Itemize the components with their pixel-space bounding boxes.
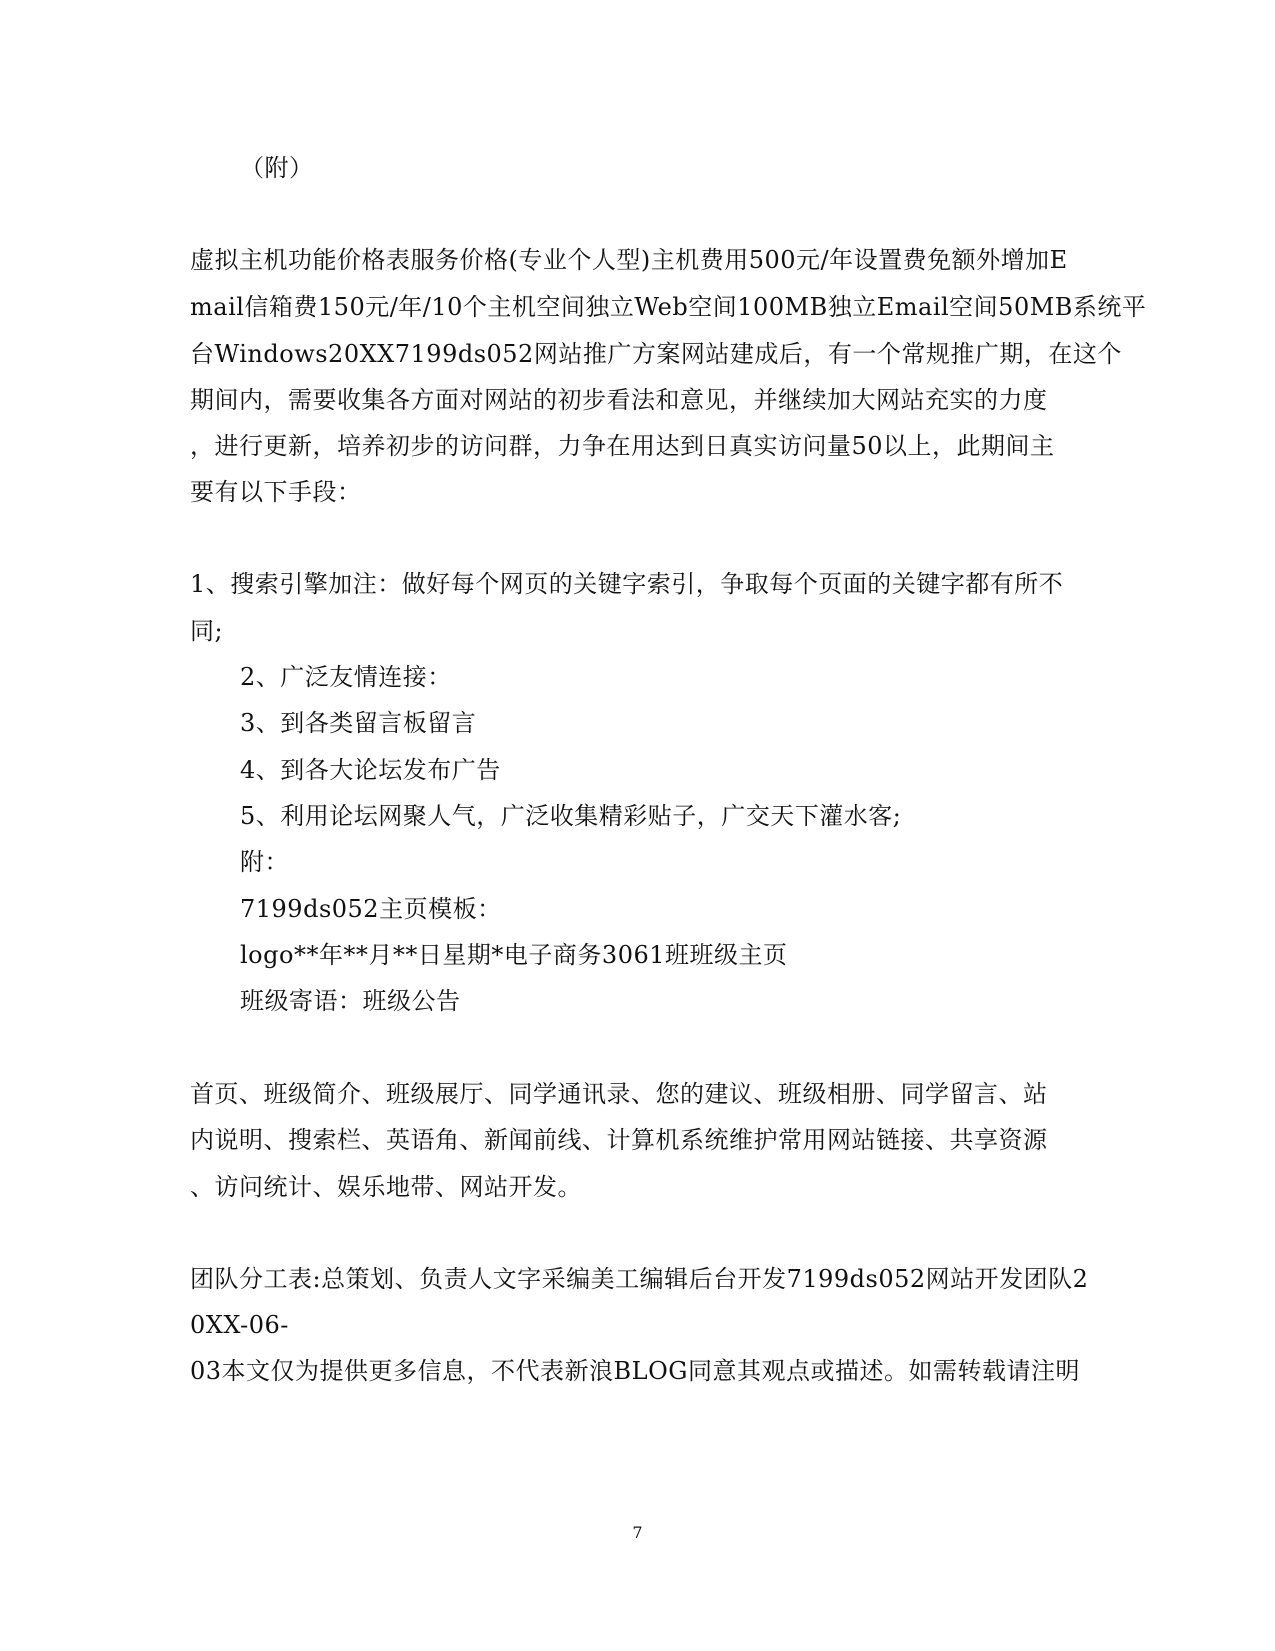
text-line: 03本文仅为提供更多信息，不代表新浪BLOG同意其观点或描述。如需转载请注明: [190, 1357, 1080, 1385]
text-line: 虚拟主机功能价格表服务价格(专业个人型)主机费用500元/年设置费免额外增加E: [190, 246, 1068, 274]
list-item: 5、利用论坛网聚人气，广泛收集精彩贴子，广交天下灌水客;: [240, 802, 902, 830]
text-line: 首页、班级简介、班级展厅、同学通讯录、您的建议、班级相册、同学留言、站: [190, 1080, 1048, 1108]
list-item: logo**年**月**日星期*电子商务3061班班级主页: [240, 941, 788, 969]
text-line: 1、搜索引擎加注：做好每个网页的关键字索引，争取每个页面的关键字都有所不: [190, 570, 1064, 598]
text-line: 内说明、搜索栏、英语角、新闻前线、计算机系统维护常用网站链接、共享资源: [190, 1126, 1048, 1154]
text-line: 要有以下手段：: [190, 478, 362, 506]
list-item: 附：: [240, 848, 289, 876]
text-line: 0XX-06-: [190, 1311, 289, 1339]
text-line: mail信箱费150元/年/10个主机空间独立Web空间100MB独立Email空间50MB系统平: [190, 293, 1147, 321]
page-number: 7: [632, 1523, 643, 1542]
list-item: 4、到各大论坛发布广告: [240, 756, 501, 784]
list-item: 7199ds052主页模板：: [240, 895, 502, 923]
list-item: 3、到各类留言板留言: [240, 709, 477, 737]
list-item: 班级寄语：班级公告: [240, 987, 461, 1015]
text-line: 同;: [190, 617, 224, 645]
appendix-heading: （附）: [240, 154, 314, 182]
list-item: 2、广泛友情连接：: [240, 663, 452, 691]
text-line: 台Windows20XX7199ds052网站推广方案网站建成后，有一个常规推广期，在这个: [190, 340, 1122, 368]
text-line: 、访问统计、娱乐地带、网站开发。: [190, 1173, 582, 1201]
text-line: 团队分工表:总策划、负责人文字采编美工编辑后台开发7199ds052网站开发团队2: [190, 1265, 1089, 1293]
text-line: 期间内，需要收集各方面对网站的初步看法和意见，并继续加大网站充实的力度: [190, 386, 1048, 414]
text-line: ，进行更新，培养初步的访问群，力争在用达到日真实访问量50以上，此期间主: [190, 432, 1055, 460]
